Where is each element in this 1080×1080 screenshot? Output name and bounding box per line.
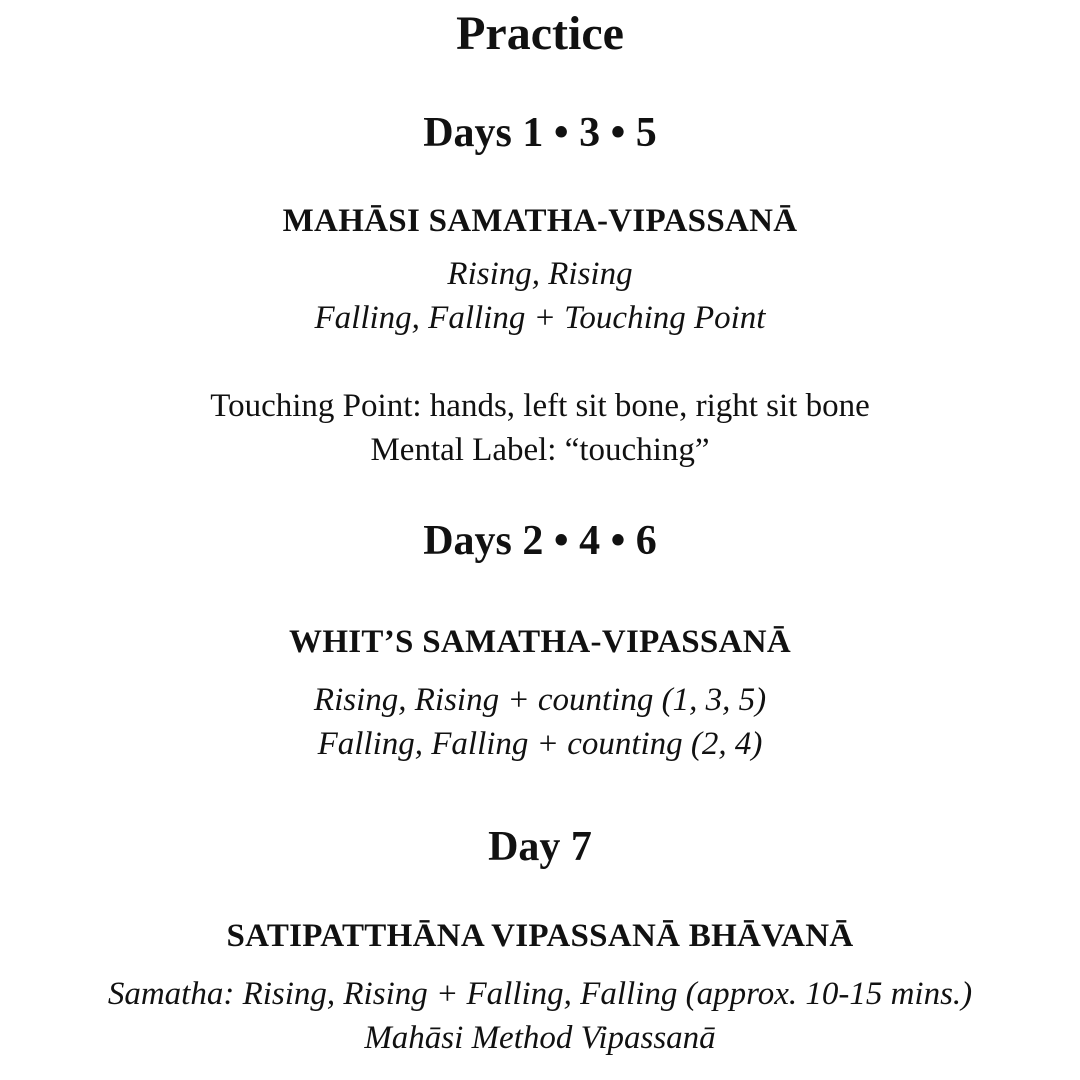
page-title: Practice xyxy=(456,7,624,60)
method-heading-whits: WHIT’S SAMATHA-VIPASSANĀ xyxy=(289,624,791,660)
method-heading-satipatthana: SATIPATTHĀNA VIPASSANĀ BHĀVANĀ xyxy=(226,918,854,954)
instruction-line: Samatha: Rising, Rising + Falling, Falling (approx. 10-15 mins.) xyxy=(107,976,973,1012)
days-heading-1-3-5: Days 1 • 3 • 5 xyxy=(423,110,657,156)
days-heading-2-4-6: Days 2 • 4 • 6 xyxy=(423,518,657,564)
touching-point-note: Touching Point: hands, left sit bone, right sit bone xyxy=(210,388,870,424)
instruction-line: Falling, Falling + Touching Point xyxy=(314,300,766,336)
instruction-line: Mahāsi Method Vipassanā xyxy=(364,1020,716,1056)
instruction-line: Rising, Rising + counting (1, 3, 5) xyxy=(313,682,767,718)
instruction-line: Rising, Rising xyxy=(447,256,633,292)
day-heading-7: Day 7 xyxy=(488,824,592,870)
method-heading-mahasi: MAHĀSI SAMATHA-VIPASSANĀ xyxy=(282,203,798,239)
mental-label-note: Mental Label: “touching” xyxy=(370,432,710,468)
instruction-line: Falling, Falling + counting (2, 4) xyxy=(317,726,763,762)
